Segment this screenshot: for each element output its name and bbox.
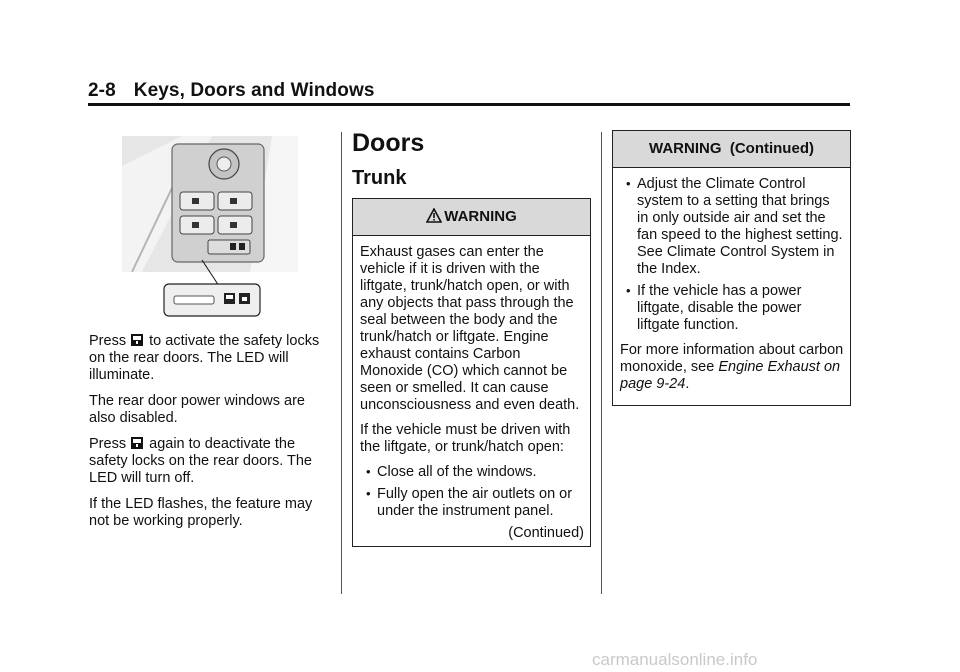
continued-label: (Continued): [508, 525, 584, 541]
header-rule: [88, 103, 850, 106]
warning-bullet: • Close all of the windows.: [360, 464, 584, 481]
child-lock-icon: [131, 437, 143, 449]
child-lock-icon: [131, 334, 143, 346]
warning-body: [353, 236, 590, 546]
warning-box-continued: [612, 130, 851, 406]
warning-header: WARNING (Continued): [613, 131, 850, 168]
section-title: Keys, Doors and Windows: [133, 80, 375, 101]
paragraph-deactivate: Press again to deactivate the safety locks on the rear doors. The LED will turn off.: [89, 436, 312, 486]
column-divider-left: [341, 132, 342, 594]
warning-bullet: • Adjust the Climate Control system to a setting that brings in only outside air and set the fan speed to the highest setting. See Climate Control System in the Index.: [620, 176, 844, 278]
page-header: [88, 80, 374, 102]
warning-box-exhaust: [352, 198, 591, 547]
trunk-heading: Trunk: [352, 167, 407, 189]
left-column: [89, 333, 329, 539]
paragraph-led-flash: If the LED flashes, the feature may not be working properly.: [89, 496, 313, 529]
warning-triangle-icon: [426, 208, 442, 223]
paragraph-windows-disabled: The rear door power windows are also disabled.: [89, 393, 305, 426]
warning-header: WARNING: [353, 199, 590, 236]
warning-paragraph-exhaust: Exhaust gases can enter the vehicle if it is driven with the liftgate, trunk/hatch open, or with any objects that pass through the seal between the body and the trunk/hatch or liftgate. Engine exhaust contains Carbon Monoxide (CO) which cannot be seen or smelled. It can cause unconsciousness and even death.: [360, 244, 580, 413]
paragraph-activate: Press to activate the safety locks on the rear doors. The LED will illuminate.: [89, 333, 320, 383]
window-switch-illustration: [122, 136, 298, 318]
warning-paragraph-driven-open: If the vehicle must be driven with the liftgate, or trunk/hatch open:: [360, 422, 571, 455]
carbon-monoxide-reference: For more information about carbon monoxide, see Engine Exhaust on page 9-24.: [620, 342, 844, 392]
column-divider-right: [601, 132, 602, 594]
doors-heading: Doors: [352, 129, 425, 157]
warning-bullet: • Fully open the air outlets on or under the instrument panel.: [360, 486, 584, 520]
warning-bullet: • If the vehicle has a power liftgate, disable the power liftgate function.: [620, 283, 844, 334]
warning-body: [613, 168, 850, 405]
section-number: 2-8: [88, 80, 116, 101]
engine-exhaust-link[interactable]: Engine Exhaust on page 9-24: [620, 359, 841, 392]
watermark: carmanualsonline.info: [592, 650, 758, 669]
